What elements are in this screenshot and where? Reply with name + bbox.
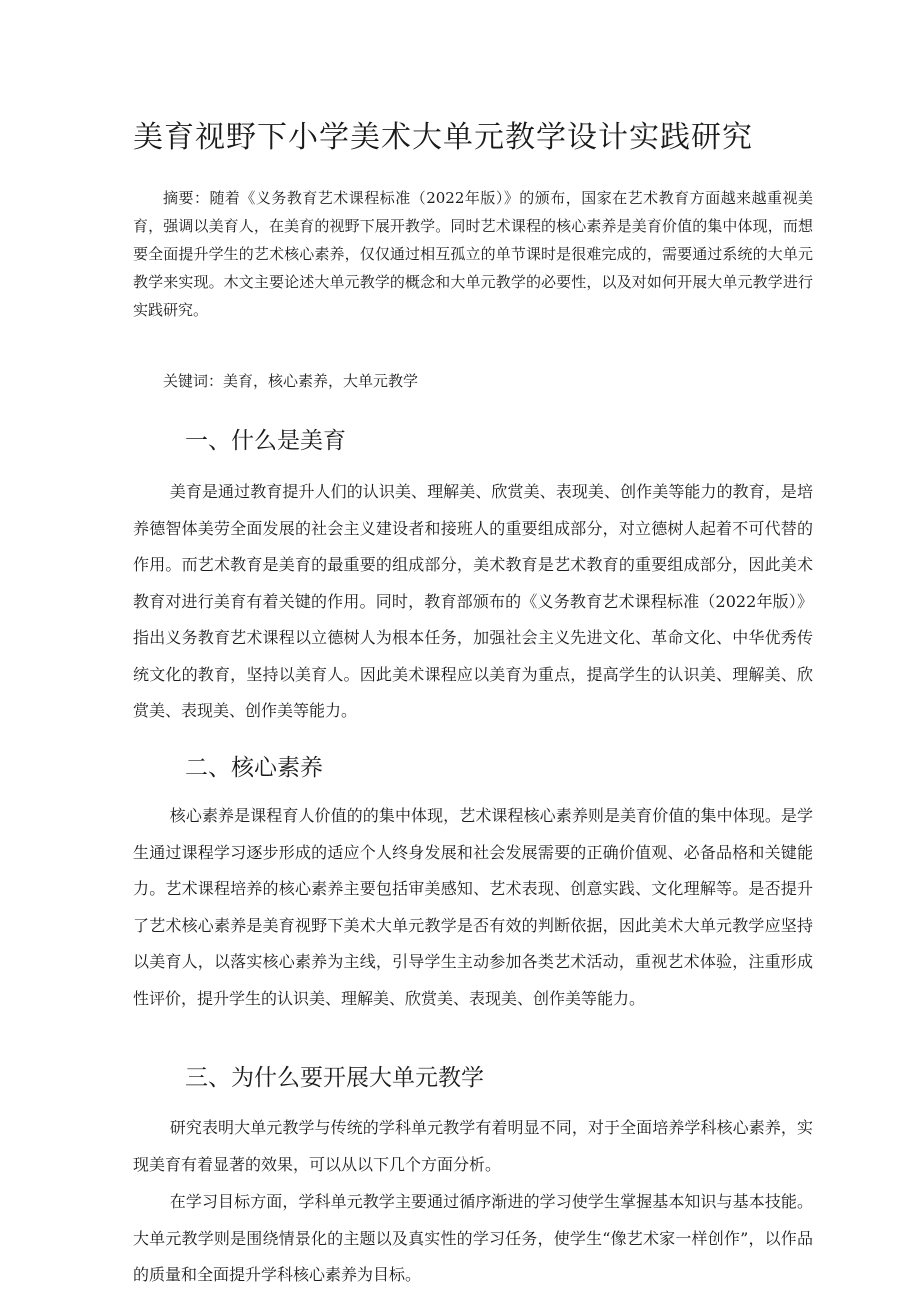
section-heading-1: 一、什么是美育 [185,428,346,454]
keywords: 关键词：美育，核心素养，大单元教学 [163,372,419,390]
section-3-paragraph-2: 在学习目标方面，学科单元教学主要通过循序渐进的学习使学生掌握基本知识与基本技能。大单元教学则是围绕情景化的主题以及真实性的学习任务，使学生“像艺术家一样创作”，以作品的质量和全面提升学科核心素养为目标。 [133,1192,813,1284]
section-heading-3: 三、为什么要开展大单元教学 [185,1065,484,1091]
section-3-paragraph-1: 研究表明大单元教学与传统的学科单元教学有着明显不同，对于全面培养学科核心素养，实现美育有着显著的效果，可以从以下几个方面分析。 [133,1118,813,1174]
section-2-paragraph: 核心素养是课程育人价值的的集中体现，艺术课程核心素养则是美育价值的集中体现。是学生通过课程学习逐步形成的适应个人终身发展和社会发展需要的正确价值观、必备品格和关键能力。艺术课程培养的核心素养主要包括审美感知、艺术表现、创意实践、文化理解等。是否提升了艺术核心素养是美育视野下美术大单元教学是否有效的判断依据，因此美术大单元教学应坚持以美育人，以落实核心素养为主线，引导学生主动参加各类艺术活动，重视艺术体验，注重形成性评价，提升学生的认识美、理解美、欣赏美、表现美、创作美等能力。 [133,806,813,1008]
section-1-paragraph: 美育是通过教育提升人们的认识美、理解美、欣赏美、表现美、创作美等能力的教育，是培养德智体美劳全面发展的社会主义建设者和接班人的重要组成部分，对立德树人起着不可代替的作用。而艺术教育是美育的最重要的组成部分，美术教育是艺术教育的重要组成部分，因此美术教育对进行美育有着关键的作用。同时，教育部颁布的《义务教育艺术课程标准（2022年版）》指出义务教育艺术课程以立德树人为根本任务，加强社会主义先进文化、革命文化、中华优秀传统文化的教育，坚持以美育人。因此美术课程应以美育为重点，提高学生的认识美、理解美、欣赏美、表现美、创作美等能力。 [133,482,813,720]
section-heading-2: 二、核心素养 [185,755,323,781]
abstract: 摘要：随着《义务教育艺术课程标准（2022年版）》的颁布，国家在艺术教育方面越来越重视美育，强调以美育人，在美育的视野下展开教学。同时艺术课程的核心素养是美育价值的集中体现，而想要全面提升学生的艺术核心素养，仅仅通过相互孤立的单节课时是很难完成的，需要通过系统的大单元教学来实现。木文主要论述大单元教学的概念和大单元教学的必要性，以及对如何开展大单元教学进行实践研究。 [133,189,813,319]
page-title: 美育视野下小学美术大单元教学设计实践研究 [133,120,753,155]
